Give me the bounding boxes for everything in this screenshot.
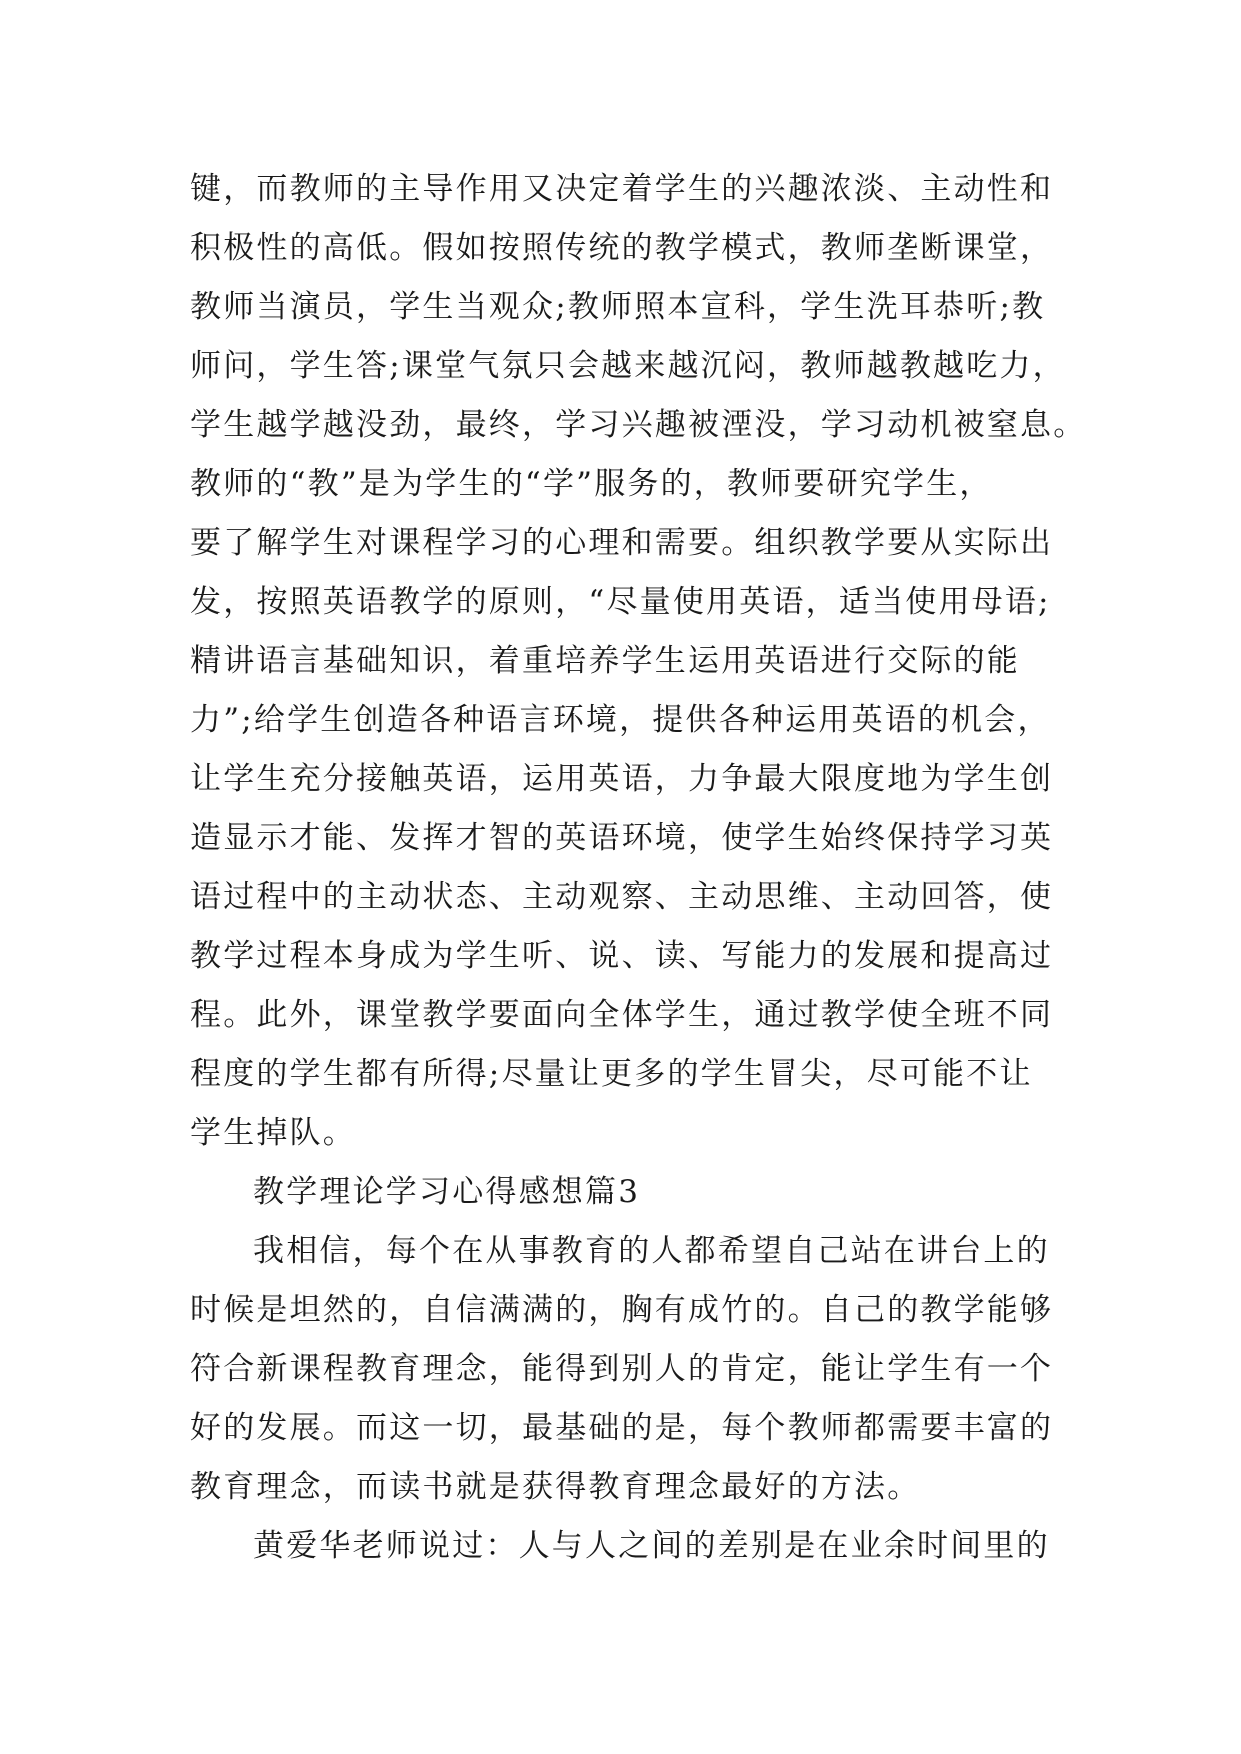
paragraph-line: 要了解学生对课程学习的心理和需要。组织教学要从实际出 xyxy=(190,525,1054,561)
paragraph-line: 键，而教师的主导作用又决定着学生的兴趣浓淡、主动性和 xyxy=(190,171,1054,207)
paragraph-line: 时候是坦然的，自信满满的，胸有成竹的。自己的教学能够 xyxy=(190,1292,1054,1328)
paragraph-line: 学生越学越没劲，最终，学习兴趣被湮没，学习动机被窒息。 xyxy=(190,407,1087,443)
paragraph-line: 黄爱华老师说过：人与人之间的差别是在业余时间里的 xyxy=(253,1528,1050,1564)
paragraph-line: 力”;给学生创造各种语言环境，提供各种运用英语的机会， xyxy=(190,702,1051,738)
paragraph-line: 程。此外，课堂教学要面向全体学生，通过教学使全班不同 xyxy=(190,997,1054,1033)
paragraph-line: 教育理念，而读书就是获得教育理念最好的方法。 xyxy=(190,1469,921,1505)
paragraph-line: 教师的“教”是为学生的“学”服务的，教师要研究学生， xyxy=(190,466,993,502)
paragraph-line: 精讲语言基础知识，着重培养学生运用英语进行交际的能 xyxy=(190,643,1020,679)
paragraph-line: 师问，学生答;课堂气氛只会越来越沉闷，教师越教越吃力， xyxy=(190,348,1066,384)
section-heading: 教学理论学习心得感想篇3 xyxy=(253,1174,641,1210)
paragraph-line: 让学生充分接触英语，运用英语，力争最大限度地为学生创 xyxy=(190,761,1054,797)
paragraph-line: 符合新课程教育理念，能得到别人的肯定，能让学生有一个 xyxy=(190,1351,1054,1387)
paragraph-line: 教学过程本身成为学生听、说、读、写能力的发展和提高过 xyxy=(190,938,1054,974)
paragraph-line: 程度的学生都有所得;尽量让更多的学生冒尖，尽可能不让 xyxy=(190,1056,1033,1092)
paragraph-line: 发，按照英语教学的原则，“尽量使用英语，适当使用母语; xyxy=(190,584,1051,620)
paragraph-line: 学生掉队。 xyxy=(190,1115,356,1151)
paragraph-line: 语过程中的主动状态、主动观察、主动思维、主动回答，使 xyxy=(190,879,1054,915)
paragraph-line: 造显示才能、发挥才智的英语环境，使学生始终保持学习英 xyxy=(190,820,1054,856)
paragraph-line: 教师当演员，学生当观众;教师照本宣科，学生洗耳恭听;教 xyxy=(190,289,1046,325)
paragraph-line: 好的发展。而这一切，最基础的是，每个教师都需要丰富的 xyxy=(190,1410,1054,1446)
paragraph-line: 积极性的高低。假如按照传统的教学模式，教师垄断课堂， xyxy=(190,230,1054,266)
document-body xyxy=(190,160,1087,1576)
paragraph-line: 我相信，每个在从事教育的人都希望自己站在讲台上的 xyxy=(253,1233,1050,1269)
